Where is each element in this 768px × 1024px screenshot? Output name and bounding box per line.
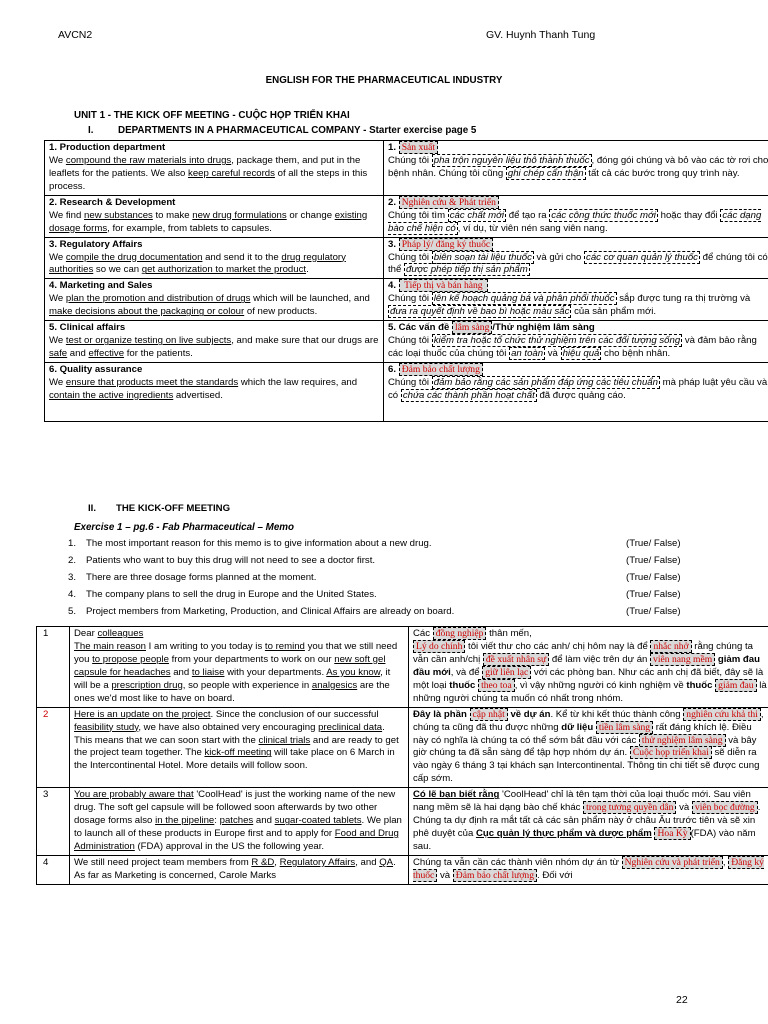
question-item: 2. Patients who want to buy this drug will not need to see a doctor first. (True/ False) xyxy=(68,555,681,566)
table-row xyxy=(45,363,768,422)
table-row xyxy=(45,237,768,279)
header-course-code: AVCN2 xyxy=(58,29,93,41)
cell-vietnamese: 1. Sản xuất Chúng tôi pha trộn nguyên liệu thô thành thuốc , đóng gói chúng và bỏ vào các tờ rơi cho bệnh nhân. Chúng tôi cũng ghi chép cẩn thận tất cả các bước trong quy trình này. xyxy=(384,141,768,196)
table-row xyxy=(45,141,768,196)
table-row xyxy=(45,321,768,363)
section-1-heading: I. DEPARTMENTS IN A PHARMACEUTICAL COMPANY - Starter exercise page 5 xyxy=(88,125,477,136)
exercise-title: Exercise 1 – pg.6 - Fab Pharmaceutical – Memo xyxy=(74,522,294,533)
cell-english: We still need project team members from R &D, Regulatory Affairs, and QA. As far as Marketing is concerned, Carole Marks xyxy=(70,855,409,884)
cell-english: Here is an update on the project. Since the conclusion of our successful feasibility study, we have also obtained very encouraging preclinical data. This means that we can soon start with the clinical trials and are ready to get the project team together. The kick-off meeting will take place on 6 March in the Intercontinental Hotel. More details will follow soon. xyxy=(70,707,409,788)
cell-english: You are probably aware that 'CoolHead' is just the working name of the new drug. The soft gel capsule will be followed soon afterwards by two other dosage forms also in the pipeline: patches and sugar-coated tablets. We plan to launch all of these products in Europe first and to apply for Food and Drug Administration (FDA) approval in the US the following year. xyxy=(70,788,409,856)
cell-vietnamese: Có lẽ bạn biết rằng 'CoolHead' chỉ là tên tạm thời của loại thuốc mới. Sau viên nang mềm sẽ là hai dạng bào chế khác trong tương quyền dân và viên bọc đường . Chúng ta dự định ra mắt tất cả các sản phẩm này ở châu Âu trước tiên và sẽ xin phê duyệt của Cục quản lý thực phẩm và dược phẩm Hoa Kỳ (FDA) vào năm sau. xyxy=(409,788,768,856)
cell-vietnamese: 5. Các vấn đề lâm sàng /Thử nghiệm lâm sàng Chúng tôi kiểm tra hoặc tổ chức thử nghiệm trên các đối tượng sống và đảm bảo rằng các loại thuốc của chúng tôi an toàn và hiệu quả cho bệnh nhân. xyxy=(384,321,768,363)
header-teacher: GV. Huynh Thanh Tung xyxy=(486,29,596,41)
unit-title: UNIT 1 - THE KICK OFF MEETING - CUỘC HỌP TRIỂN KHAI xyxy=(74,110,350,121)
cell-english: 4. Marketing and Sales We plan the promotion and distribution of drugs which will be launched, and make decisions about the packaging or colour of new products. xyxy=(45,279,384,321)
table-row xyxy=(45,195,768,237)
table-row xyxy=(37,855,768,884)
cell-english: 3. Regulatory Affairs We compile the drug documentation and send it to the drug regulatory authorities so we can get authorization to market the product. xyxy=(45,237,384,279)
row-number: 1 xyxy=(37,627,70,708)
section-2-heading: II. THE KICK-OFF MEETING xyxy=(88,503,231,514)
table-row xyxy=(37,627,768,708)
question-item: 1. The most important reason for this memo is to give information about a new drug. (True/ False) xyxy=(68,538,681,549)
cell-vietnamese: Các đồng nghiệp thân mến, Lý do chính tôi viết thư cho các anh/ chị hôm nay là để nhắc nhở rằng chúng ta vẫn cần anh/chị đề xuất nhân sự để làm việc trên dự án viên nang mềm giảm đau đầu mới, và để giữ liên lạc với các phòng ban. Như các anh chị đã biết, đây sẽ là một loại thuốc theo toa , vì vậy những người có kinh nghiệm về thuốc giảm đau là những người chúng ta muốn có nhất trong nhóm. xyxy=(409,627,768,708)
cell-english: 6. Quality assurance We ensure that products meet the standards which the law requires, and contain the active ingredients advertised. xyxy=(45,363,384,422)
row-number: 3 xyxy=(37,788,70,856)
departments-table xyxy=(44,140,768,422)
question-item: 4. The company plans to sell the drug in Europe and the United States. (True/ False) xyxy=(68,589,681,600)
table-row xyxy=(37,788,768,856)
row-number: 2 xyxy=(37,707,70,788)
cell-english: Dear colleagues The main reason I am writing to you today is to remind you that we still need you to propose people from your departments to work on our new soft gel capsule for headaches and to liaise with your departments. As you know, it will be a prescription drug, so people with experience in analgesics are the ones we'd most like to have on board. xyxy=(70,627,409,708)
cell-english: 2. Research & Development We find new substances to make new drug formulations or change existing dosage forms, for example, from tablets to capsules. xyxy=(45,195,384,237)
cell-vietnamese: Chúng ta vẫn cần các thành viên nhóm dự án từ Nghiên cứu và phát triển , Đăng ký thuốc và Đảm bảo chất lượng . Đối với xyxy=(409,855,768,884)
cell-vietnamese: Đây là phần cập nhật về dự án. Kể từ khi kết thúc thành công nghiên cứu khả thi , chúng ta cũng đã thu được những dữ liệu tiền lâm sàng rất đáng khích lệ. Điều này có nghĩa là chúng ta có thể sớm bắt đầu với các thử nghiệm lâm sàng và bây giờ chúng ta đã sẵn sàng để tập hợp nhóm dự án. Cuộc họp triển khai sẽ diễn ra vào ngày 6 tháng 3 tại khách sạn Intercontinental. Thông tin chi tiết sẽ được cung cấp sớm. xyxy=(409,707,768,788)
cell-vietnamese: 3. Pháp lý/ đăng ký thuốc Chúng tôi biên soạn tài liệu thuốc và gửi cho các cơ quan quản lý thuốc để chúng tôi có thể được phép tiếp thị sản phẩm xyxy=(384,237,768,279)
page-number: 22 xyxy=(676,994,688,1006)
table-row xyxy=(37,707,768,788)
cell-vietnamese: 2. Nghiên cứu & Phát triển Chúng tôi tìm các chất mới để tạo ra các công thức thuốc mới hoặc thay đổi các dạng bào chế hiện có , ví dụ, từ viên nén sang viên nang. xyxy=(384,195,768,237)
cell-english: 1. Production department We compound the raw materials into drugs, package them, and put in the leaflets for the patients. We also keep careful records of all the steps in this process. xyxy=(45,141,384,196)
cell-english: 5. Clinical affairs We test or organize testing on live subjects, and make sure that our drugs are safe and effective for the patients. xyxy=(45,321,384,363)
cell-vietnamese: 6. Đảm bảo chất lượng Chúng tôi đảm bảo rằng các sản phẩm đáp ứng các tiêu chuẩn mà pháp luật yêu cầu và có chứa các thành phần hoạt chất đã được quảng cáo. xyxy=(384,363,768,422)
document-title: ENGLISH FOR THE PHARMACEUTICAL INDUSTRY xyxy=(265,75,503,86)
question-item: 3. There are three dosage forms planned at the moment. (True/ False) xyxy=(68,572,681,583)
row-number: 4 xyxy=(37,855,70,884)
question-item: 5. Project members from Marketing, Production, and Clinical Affairs are already on board. (True/ False) xyxy=(68,606,681,617)
cell-vietnamese: 4. Tiếp thị và bán hàng Chúng tôi lên kế hoạch quảng bá và phân phối thuốc sắp được tung ra thị trường và đưa ra quyết định về bao bì hoặc màu sắc của sản phẩm mới. xyxy=(384,279,768,321)
memo-table xyxy=(36,626,768,885)
table-row xyxy=(45,279,768,321)
